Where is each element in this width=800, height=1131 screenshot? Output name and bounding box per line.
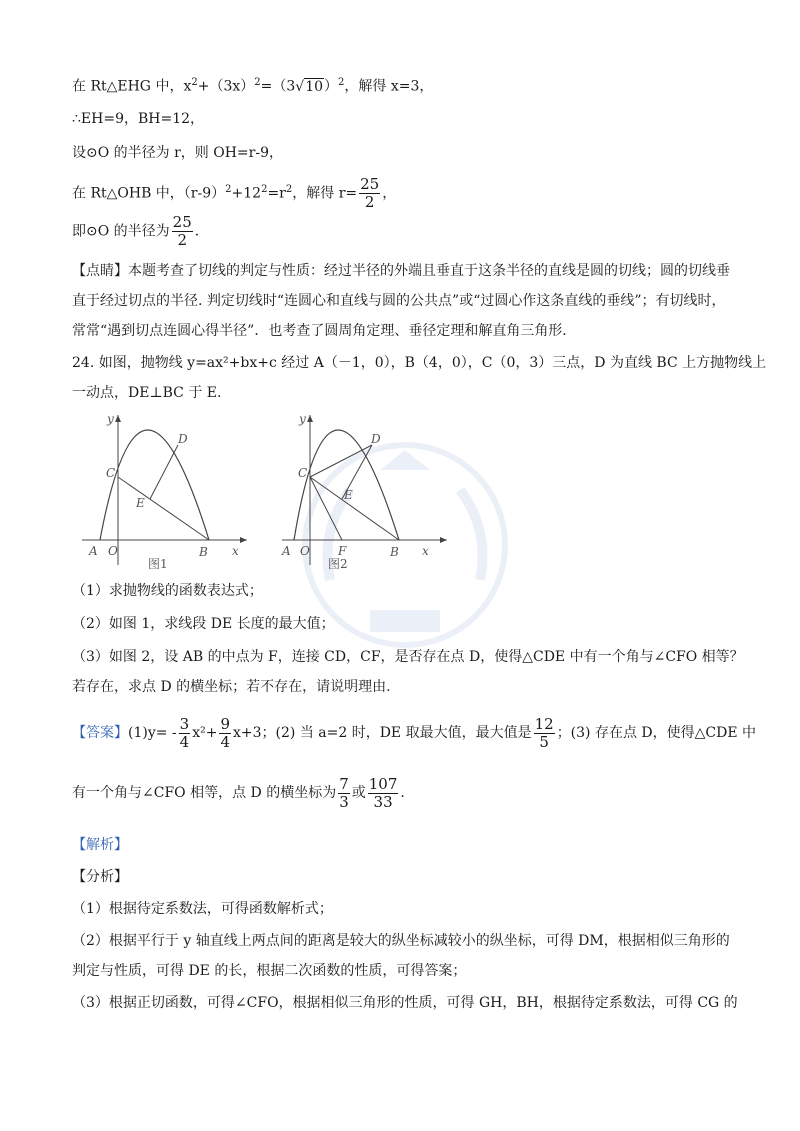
fraction: $\frac{107}{33}$: [368, 774, 398, 811]
fig2-label-f: F: [338, 544, 347, 558]
fraction: $\frac{3}{4}$: [179, 714, 190, 751]
fraction: $\frac{25}{2}$: [172, 213, 192, 249]
solution-line-1: 在 Rt△EHG 中，$x^2+(3x)^2=(3√10)^2$，解得 x=3，: [72, 72, 433, 98]
fraction: $\frac{9}{4}$: [220, 714, 230, 751]
question-24-part-1: （1）求抛物线的函数表达式；: [72, 583, 263, 599]
fig2-label-c: C: [298, 466, 308, 480]
fig2-label-x: x: [422, 544, 429, 558]
figure-1: [72, 405, 262, 573]
fig1-label-d: D: [178, 432, 188, 446]
fig2-label-a: A: [282, 544, 291, 558]
analysis-step-1: （1）根据待定系数法，可得函数解析式；: [72, 901, 333, 917]
fig1-label-b: B: [199, 545, 208, 559]
dianjing-tag: 【点睛】: [72, 263, 128, 279]
fig1-label-c: C: [106, 466, 116, 480]
fig1-label-y: y: [107, 412, 114, 426]
question-24-part-2: （2）如图 1，求线段 DE 长度的最大值；: [72, 616, 335, 632]
solution-line-2: ∴EH=9，BH=12，: [72, 111, 205, 127]
fig2-caption: 图2: [328, 557, 348, 571]
fig2-label-d: D: [371, 432, 381, 446]
analysis-step-2-cont: 判定与性质，可得 DE 的长，根据二次函数的性质，可得答案；: [72, 963, 467, 979]
jiexi-heading: 【解析】: [72, 837, 128, 853]
fraction: $\frac{12}{5}$: [534, 714, 554, 751]
question-24-part-3: （3）如图 2，设 AB 的中点为 F，连接 CD，CF，是否存在点 D，使得△CDE 中有一个角与∠CFO 相等？: [72, 649, 744, 665]
fig1-label-e: E: [136, 496, 145, 510]
solution-line-5: 即⊙O 的半径为 $\frac{25}{2}$ ．: [72, 213, 209, 249]
analysis-step-2: （2）根据平行于 y 轴直线上两点间的距离是较大的纵坐标减较小的纵坐标，可得 DM，根据相似三角形的: [72, 933, 730, 949]
dianjing-paragraph: [72, 256, 732, 346]
fenxi-heading: 【分析】: [72, 869, 128, 885]
fig1-label-o: O: [108, 544, 118, 558]
fig2-label-y: y: [299, 412, 306, 426]
question-24-part-3-cont: 若存在，求点 D 的横坐标；若不存在，请说明理由.: [72, 679, 391, 695]
analysis-step-3: （3）根据正切函数，可得∠CFO，根据相似三角形的性质，可得 GH，BH，根据待定系数法，可得 CG 的: [72, 995, 738, 1011]
fig1-label-a: A: [89, 544, 98, 558]
sqrt-symbol: √10: [295, 78, 324, 95]
fig2-label-b: B: [390, 545, 399, 559]
question-24-line-1: 24. 如图，抛物线 y=ax²+bx+c 经过 A（－1，0），B（4，0），C（0，3）三点，D 为直线 BC 上方抛物线上: [72, 355, 767, 371]
fraction: $\frac{25}{2}$: [360, 175, 380, 211]
solution-line-3: 设⊙O 的半径为 r，则 OH=r-9，: [72, 145, 283, 161]
answer-tag: 【答案】: [72, 725, 128, 741]
answer-line-1: 【答案】(1)y= - $\frac{3}{4}$ x²+ $\frac{9}{4}$ x+3；(2) 当 a=2 时，DE 取最大值，最大值是 $\frac{12}{5}$ ；(3) 存在点 D，使得△CDE 中: [72, 714, 757, 751]
fig2-label-o: O: [300, 544, 310, 558]
fig1-caption: 图1: [148, 557, 168, 571]
dianjing-text: 本题考查了切线的判定与性质：经过半径的外端且垂直于这条半径的直线是圆的切线；圆的切线垂直于经过切点的半径. 判定切线时“连圆心和直线与圆的公共点”或“过圆心作这条直线的垂线”；有切线时，常常“遇到切点连圆心得半径”．也考查了圆周角定理、垂径定理和解直角三角形．: [72, 263, 730, 339]
answer-line-2: 有一个角与∠CFO 相等，点 D 的横坐标为 $\frac{7}{3}$ 或 $\frac{107}{33}$ .: [72, 774, 405, 811]
figure-2: [272, 405, 462, 573]
fig2-label-e: E: [344, 488, 353, 502]
solution-line-4: 在 Rt△OHB 中，$(r-9)^2+12^2=r^2$，解得 r= $\frac{25}{2}$ ，: [72, 175, 397, 211]
fraction: $\frac{7}{3}$: [339, 774, 349, 811]
question-24-line-2: 一动点，DE⊥BC 于 E.: [72, 385, 222, 401]
fig1-label-x: x: [232, 544, 239, 558]
